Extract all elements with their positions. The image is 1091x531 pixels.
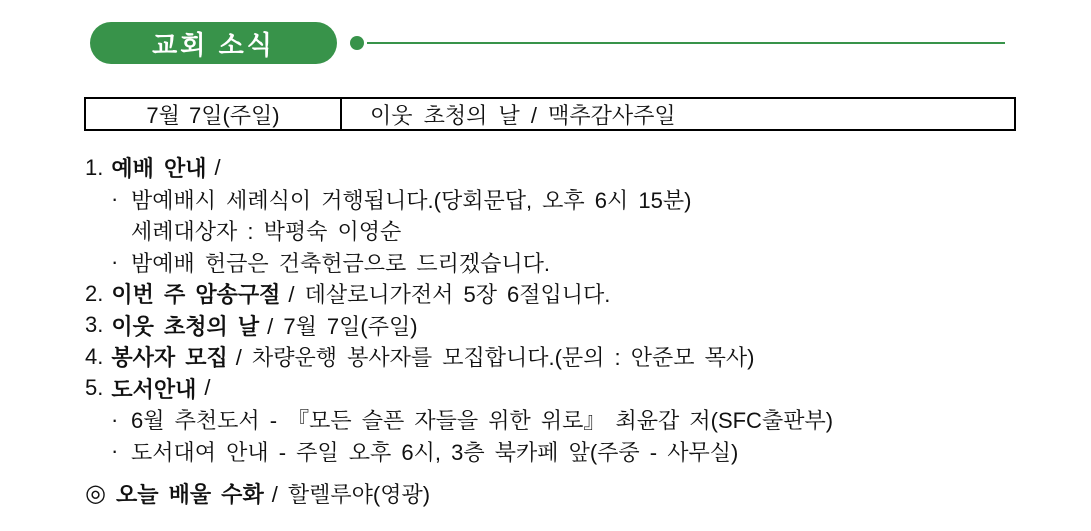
sign-language-text: / 할렐루야(영광) <box>271 482 431 507</box>
item-text: / 차량운행 봉사자를 모집합니다.(문의 : 안준모 목사) <box>235 345 755 371</box>
header <box>90 22 1005 64</box>
schedule-table <box>84 97 1016 131</box>
announcement-1-heading <box>85 152 1045 184</box>
announcement-1-detail-1 <box>85 184 1045 216</box>
bullet-icon: · <box>111 438 119 464</box>
announcement-5-detail-1 <box>85 404 1045 436</box>
item-number: 2. <box>85 280 104 306</box>
item-text: / <box>214 154 221 180</box>
item-number: 1. <box>85 154 104 180</box>
sign-language-line <box>85 478 430 509</box>
item-text: / 데살로니가전서 5장 6절입니다. <box>288 282 611 308</box>
announcement-2-heading <box>85 278 1045 310</box>
item-title: 봉사자 모집 <box>111 345 228 371</box>
item-number: 4. <box>85 343 104 369</box>
accent-dot-icon <box>350 36 364 50</box>
schedule-date-cell: 7월 7일(주일) <box>86 99 342 129</box>
item-text: / 7월 7일(주일) <box>267 313 418 339</box>
announcement-1-detail-3 <box>85 247 1045 279</box>
item-number: 3. <box>85 312 104 338</box>
item-title: 도서안내 <box>111 376 197 402</box>
detail-text: 밤예배시 세례식이 거행됩니다.(당회문답, 오후 6시 15분) <box>131 187 692 213</box>
bullet-icon: · <box>111 249 119 275</box>
schedule-event-cell: 이웃 초청의 날 / 맥추감사주일 <box>370 102 676 128</box>
detail-text: 밤예배 헌금은 건축헌금으로 드리겠습니다. <box>131 250 550 276</box>
item-number: 5. <box>85 375 104 401</box>
bullet-icon: · <box>111 186 119 212</box>
announcement-5-detail-2 <box>85 436 1045 468</box>
item-title: 이웃 초청의 날 <box>111 313 260 339</box>
bullseye-icon: ◎ <box>85 480 106 507</box>
announcement-1-detail-2 <box>85 215 1045 247</box>
badge-label: 교회 소식 <box>152 29 275 60</box>
announcement-5-heading <box>85 373 1045 405</box>
announcement-3-heading <box>85 310 1045 342</box>
detail-text: 6월 추천도서 - 『모든 슬픈 자들을 위한 위로』 최윤갑 저(SFC출판부) <box>131 408 834 434</box>
bullet-icon: · <box>111 406 119 432</box>
item-title: 예배 안내 <box>111 156 207 182</box>
announcement-4-heading <box>85 341 1045 373</box>
item-text: / <box>204 375 211 401</box>
announcement-list <box>85 152 1045 467</box>
church-news-badge <box>90 22 337 64</box>
detail-text: 도서대여 안내 - 주일 오후 6시, 3층 북카페 앞(주중 - 사무실) <box>131 439 739 465</box>
accent-divider-line <box>367 42 1005 44</box>
sign-language-title: 오늘 배울 수화 <box>115 482 264 507</box>
detail-text: 세례대상자 : 박평숙 이영순 <box>131 219 402 245</box>
item-title: 이번 주 암송구절 <box>111 282 281 308</box>
